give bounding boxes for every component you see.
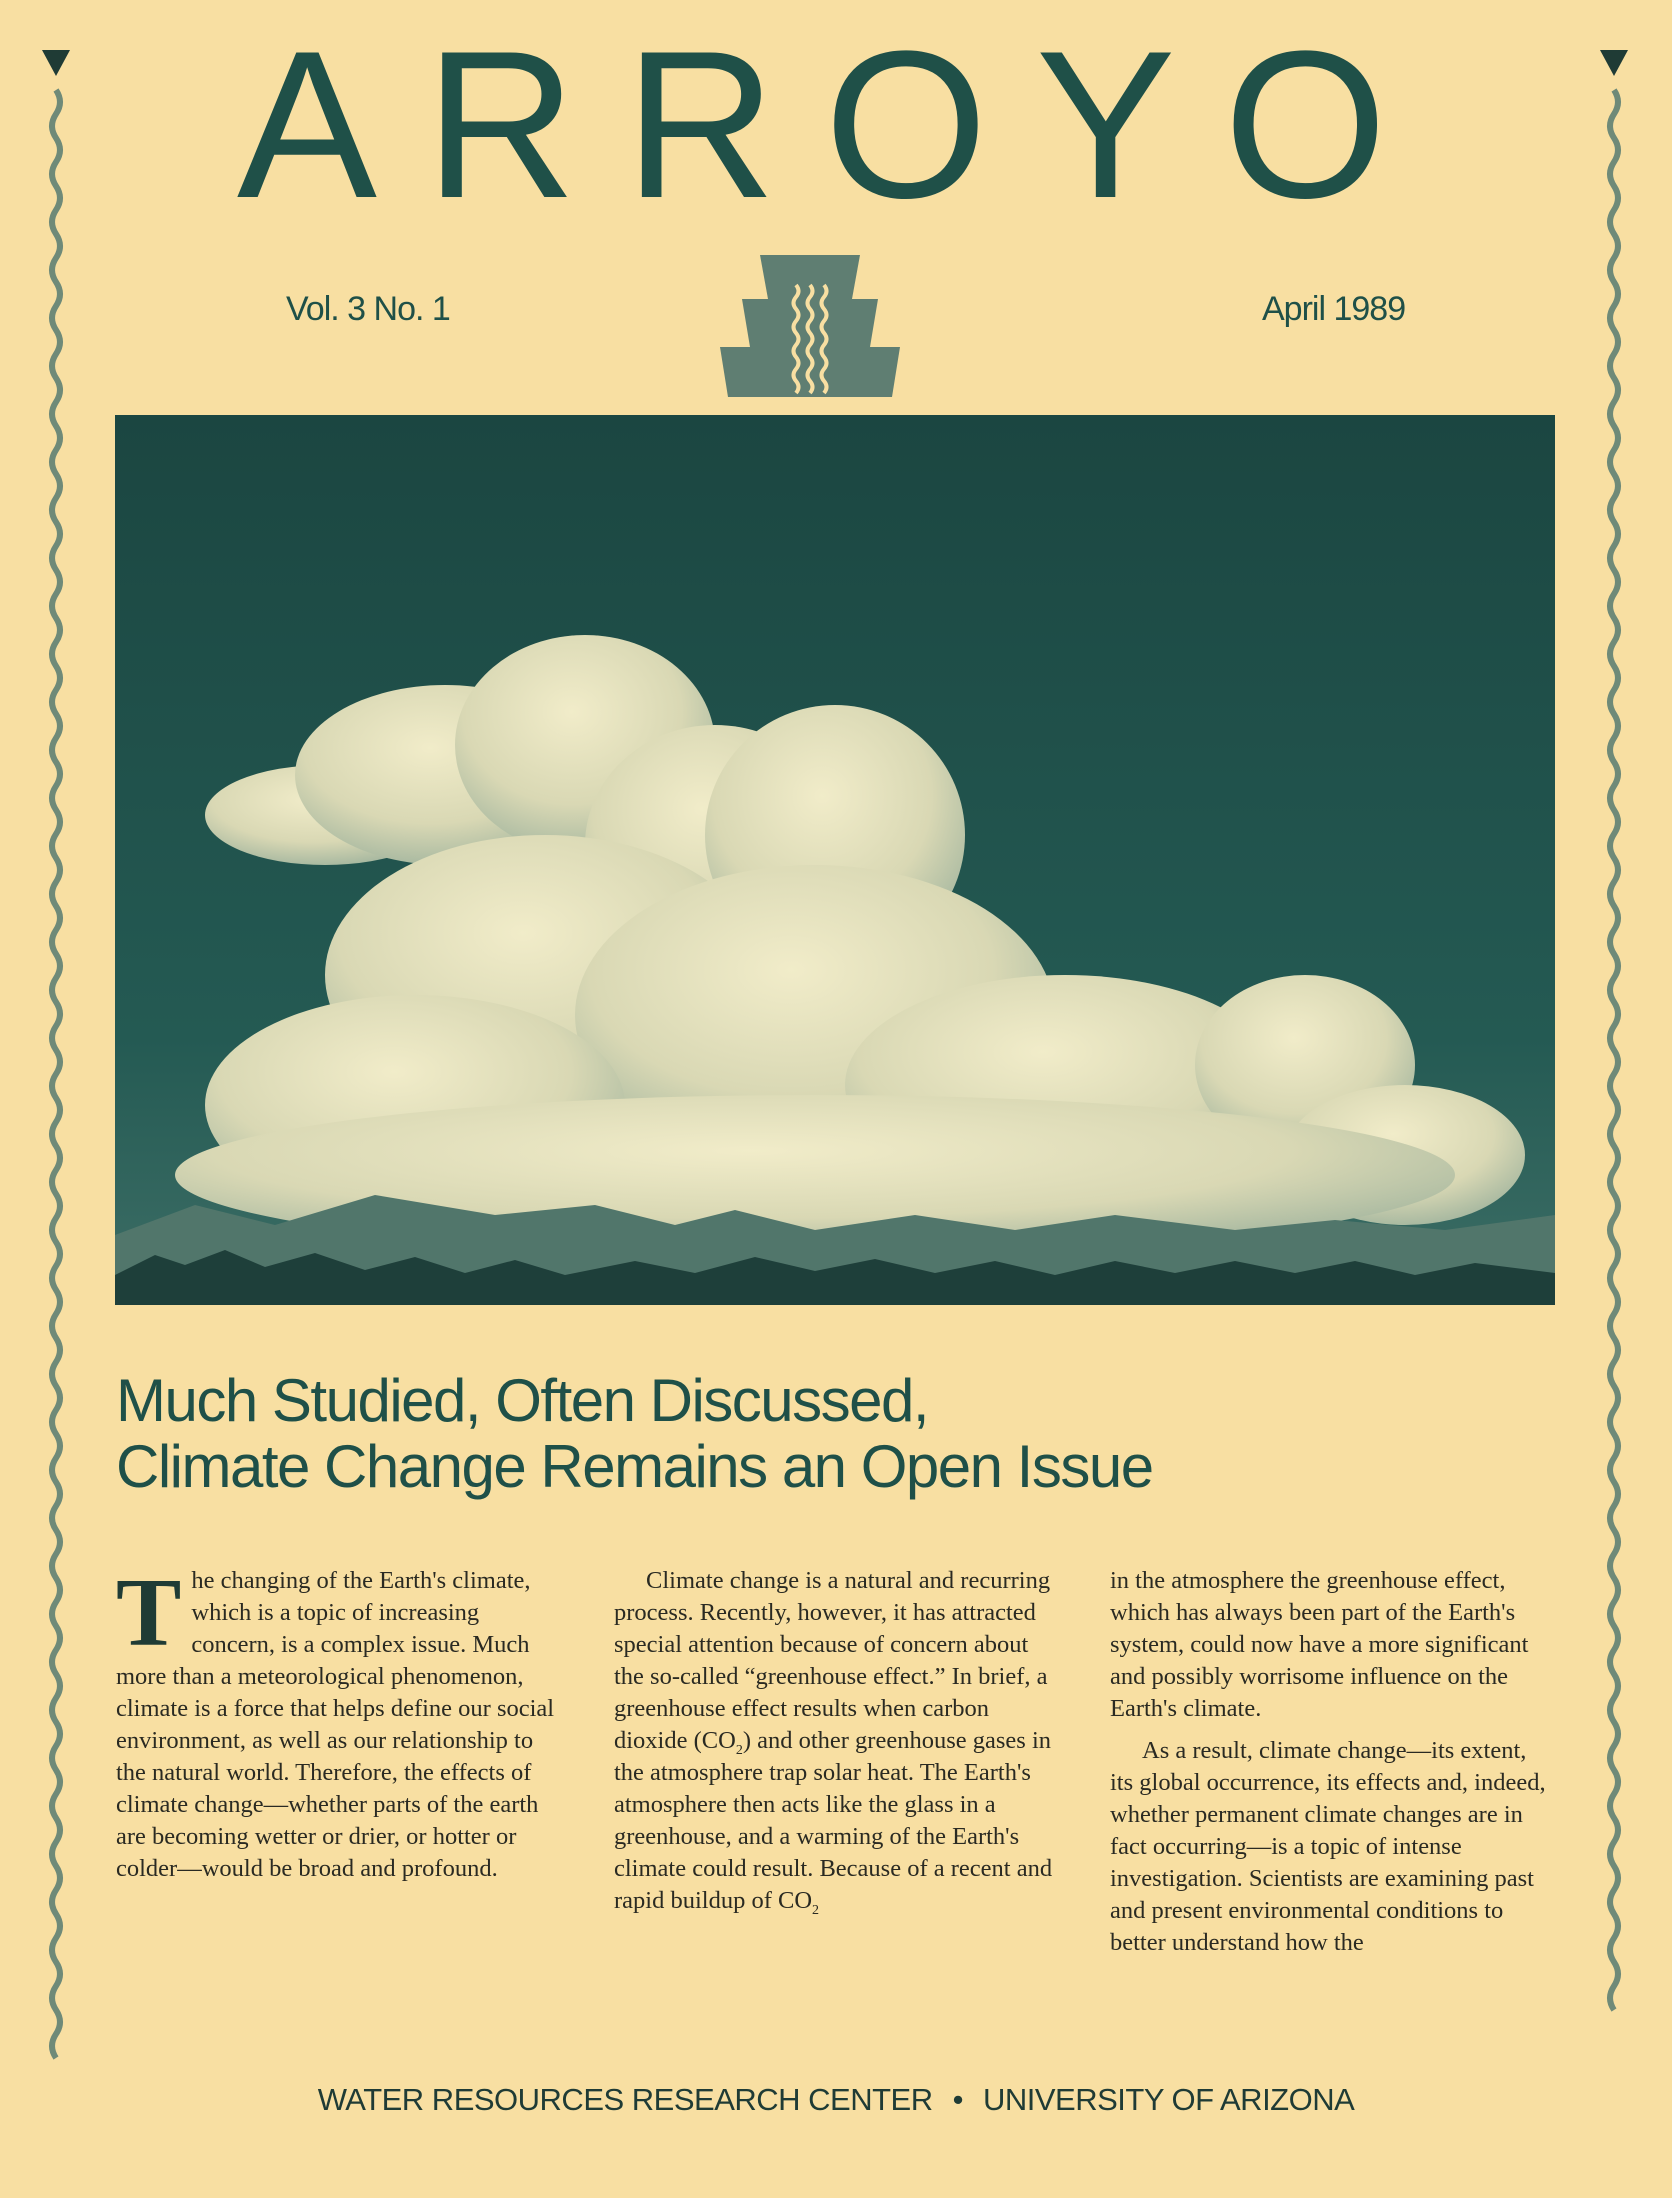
footer-university-name: UNIVERSITY OF ARIZONA <box>982 2082 1355 2117</box>
drop-cap: T <box>116 1559 182 1667</box>
issue-date: April 1989 <box>1262 290 1406 328</box>
article-column-1 <box>116 1559 556 1885</box>
wavy-border-right-icon <box>1600 50 1628 2110</box>
article-col2-text-a: Climate change is a natural and recurring process. Recently, however, it has attracted special attention because of concern about the so-called “greenhouse effect.” In brief, a greenhouse effect results when carbon dioxide (CO <box>614 1567 1051 1754</box>
wavy-border-left-icon <box>42 50 70 2110</box>
co2-subscript-2: 2 <box>812 1902 820 1918</box>
stepped-pyramid-logo-icon <box>720 255 900 397</box>
article-col3-para-2: As a result, climate change—its extent, its global occurrence, its effects and, indeed, whether permanent climate changes are in fact occurring—is a topic of intense investigation. Scientists are examining past and present environmental conditions to better understand how the <box>1110 1737 1546 1956</box>
masthead-title: ARROYO <box>236 7 1436 242</box>
headline <box>116 1368 1416 1500</box>
co2-subscript: 2 <box>735 1742 743 1758</box>
article-column-2 <box>614 1565 1054 1917</box>
cover-photo-cumulus-cloud <box>115 415 1555 1305</box>
article-col2-text-b: ) and other greenhouse gases in the atmosphere trap solar heat. The Earth's atmosphere then acts like the glass in a greenhouse, and a warming of the Earth's climate could result. Because of a recent and rapid buildup of CO <box>614 1727 1053 1914</box>
article-col1-text: he changing of the Earth's climate, which is a topic of increasing concern, is a complex issue. Much more than a meteorological phenomenon, climate is a force that helps define our social environment, as well as our relationship to the natural world. Therefore, the effects of climate change—whether parts of the earth are becoming wetter or drier, or hotter or colder—would be broad and profound. <box>116 1567 555 1882</box>
footer-center-name: WATER RESOURCES RESEARCH CENTER <box>317 2082 933 2117</box>
headline-line-1: Much Studied, Often Discussed, <box>116 1367 929 1434</box>
issue-volume: Vol. 3 No. 1 <box>286 290 450 328</box>
article-column-3 <box>1110 1565 1550 1959</box>
footer-separator: • <box>952 2082 963 2117</box>
article-col3-para-1: in the atmosphere the greenhouse effect, which has always been part of the Earth's system, could now have a more significant and possibly worrisome influence on the Earth's climate. <box>1110 1567 1529 1722</box>
publisher-footer <box>0 2082 1672 2118</box>
headline-line-2: Climate Change Remains an Open Issue <box>116 1433 1153 1500</box>
